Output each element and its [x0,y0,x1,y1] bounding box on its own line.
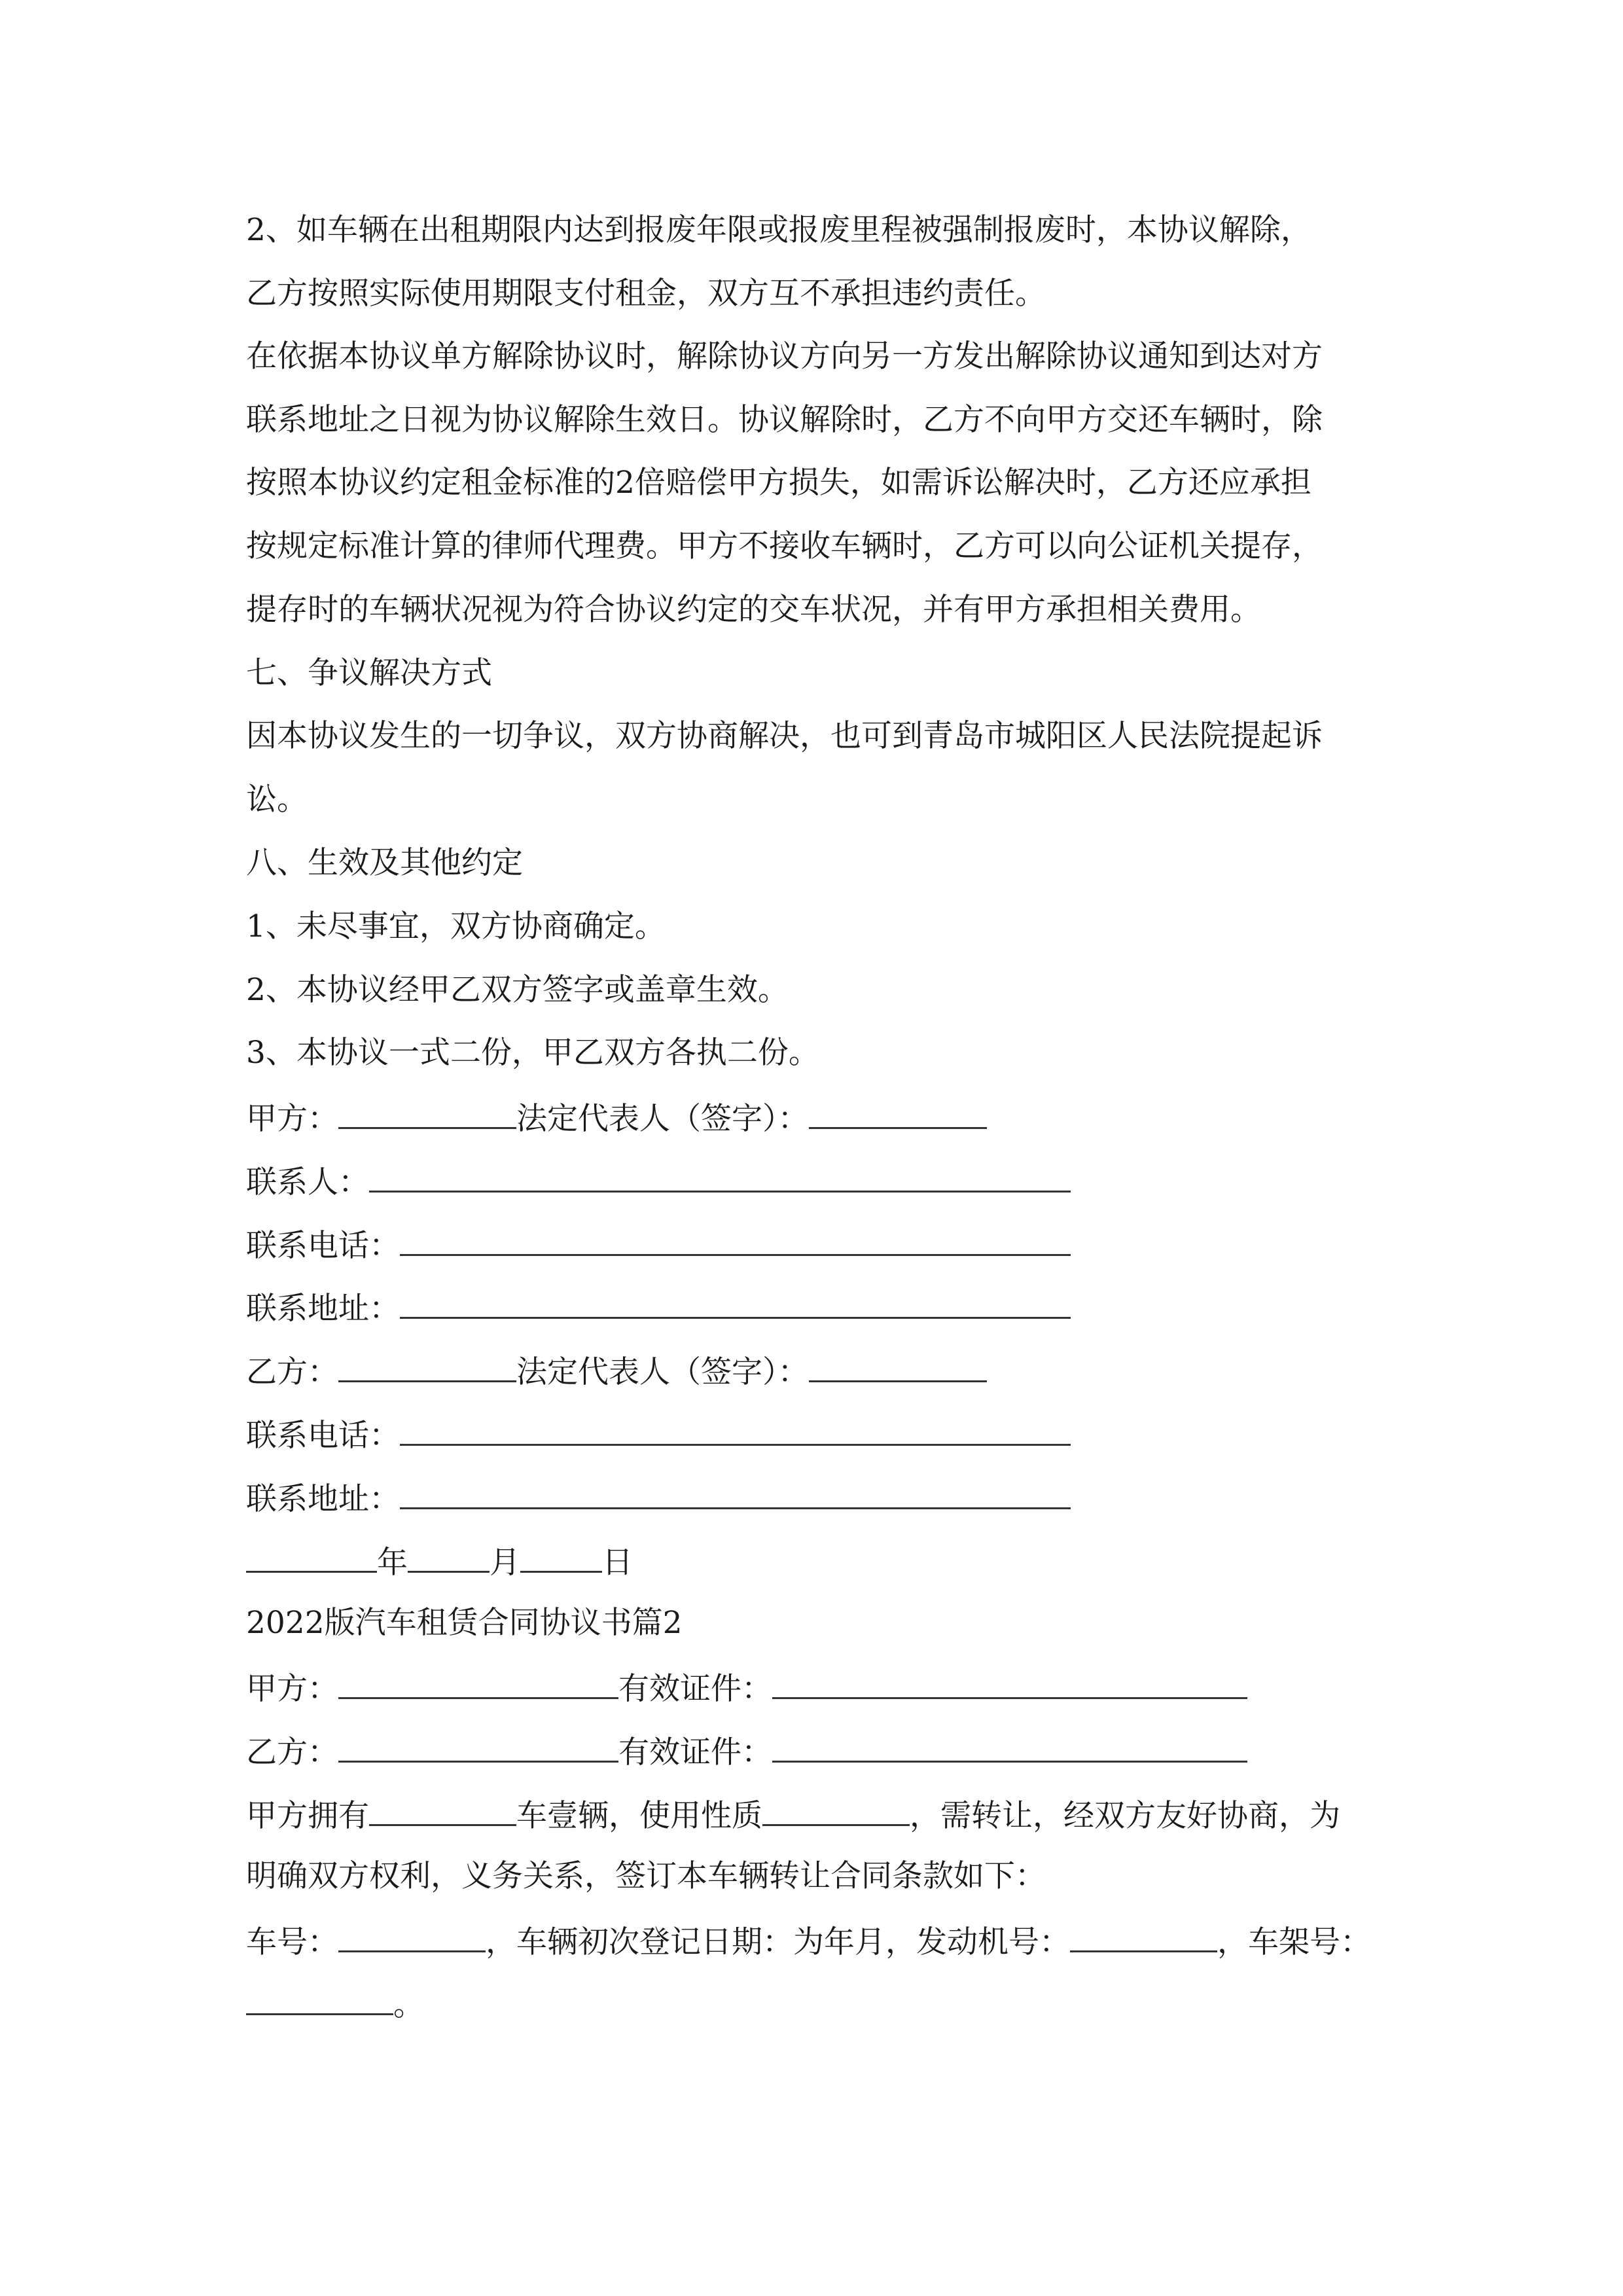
address-a-line [246,1287,1071,1329]
address-a-blank[interactable] [400,1287,1071,1319]
vin-line [246,1983,424,2025]
party-a-label: 甲方： [246,1101,338,1137]
paragraph-line: 联系地址之日视为协议解除生效日。协议解除时，乙方不向甲方交还车辆时，除 [246,402,1323,438]
phone-a-blank[interactable] [400,1224,1071,1256]
ownership-line [246,1794,1340,1836]
address-b-blank[interactable] [400,1477,1071,1509]
day-label: 日 [602,1545,633,1581]
vehicle-blank[interactable] [369,1794,516,1826]
month-blank[interactable] [408,1541,490,1573]
phone-b-label: 联系电话： [246,1418,400,1454]
party-a-blank[interactable] [338,1097,516,1129]
id-a2-blank[interactable] [772,1667,1247,1699]
year-label: 年 [377,1545,408,1581]
party-a2-label: 甲方： [246,1671,338,1707]
contact-person-blank[interactable] [369,1160,1071,1193]
usage-nature-blank[interactable] [762,1794,910,1826]
party-b2-line [246,1731,1247,1772]
paragraph-line: 1、未尽事宜，双方协商确定。 [246,908,666,944]
section-heading: 七、争议解决方式 [246,655,492,691]
id-b2-label: 有效证件： [618,1734,772,1770]
phone-a-line [246,1224,1071,1266]
vin-label: ，车架号： [1217,1924,1371,1960]
paragraph-line: 乙方按照实际使用期限支付租金，双方互不承担违约责任。 [246,276,1046,312]
paragraph-line: 按照本协议约定租金标准的2倍赔偿甲方损失，如需诉讼解决时，乙方还应承担 [246,465,1311,501]
registration-text: ，车辆初次登记日期：为年月，发动机号： [486,1924,1070,1960]
phone-a-label: 联系电话： [246,1228,400,1264]
car-info-line [246,1920,1371,1962]
paragraph-line: 明确双方权利，义务关系，签订本车辆转让合同条款如下： [246,1858,1046,1894]
day-blank[interactable] [520,1541,602,1573]
month-label: 月 [490,1545,520,1581]
party-b-blank[interactable] [338,1350,516,1382]
legal-rep-b-blank[interactable] [809,1350,987,1382]
phone-b-blank[interactable] [400,1414,1071,1446]
paragraph-line: 提存时的车辆状况视为符合协议约定的交车状况，并有甲方承担相关费用。 [246,592,1261,628]
period: 。 [393,1987,424,2023]
section-title: 2022版汽车租赁合同协议书篇2 [246,1605,683,1641]
contact-person-line [246,1160,1071,1202]
section-heading: 八、生效及其他约定 [246,845,523,881]
address-b-label: 联系地址： [246,1481,400,1517]
party-b-signature-line [246,1350,987,1392]
ownership-text: 车壹辆，使用性质 [516,1798,762,1834]
ownership-text: 甲方拥有 [246,1798,369,1834]
id-b2-blank[interactable] [772,1731,1247,1763]
party-a2-blank[interactable] [338,1667,618,1699]
paragraph-line: 按规定标准计算的律师代理费。甲方不接收车辆时，乙方可以向公证机关提存， [246,528,1323,564]
date-line [246,1541,633,1583]
plate-blank[interactable] [338,1920,486,1952]
plate-label: 车号： [246,1924,338,1960]
id-a2-label: 有效证件： [618,1671,772,1707]
paragraph-line: 在依据本协议单方解除协议时，解除协议方向另一方发出解除协议通知到达对方 [246,338,1323,374]
paragraph-line: 2、本协议经甲乙双方签字或盖章生效。 [246,972,789,1008]
party-a2-line [246,1667,1247,1709]
address-a-label: 联系地址： [246,1291,400,1327]
paragraph-line: 3、本协议一式二份，甲乙双方各执二份。 [246,1035,819,1071]
paragraph-line: 因本协议发生的一切争议，双方协商解决，也可到青岛市城阳区人民法院提起诉 [246,718,1323,754]
legal-rep-label: 法定代表人（签字）： [516,1354,809,1390]
party-b2-label: 乙方： [246,1734,338,1770]
legal-rep-label: 法定代表人（签字）： [516,1101,809,1137]
party-b-label: 乙方： [246,1354,338,1390]
ownership-text: ，需转让，经双方友好协商，为 [910,1798,1340,1834]
legal-rep-a-blank[interactable] [809,1097,987,1129]
party-b2-blank[interactable] [338,1731,618,1763]
party-a-signature-line [246,1097,987,1139]
address-b-line [246,1477,1071,1519]
year-blank[interactable] [246,1541,377,1573]
paragraph-line: 2、如车辆在出租期限内达到报废年限或报废里程被强制报废时，本协议解除， [246,212,1311,248]
paragraph-line: 讼。 [246,781,308,817]
vin-blank[interactable] [246,1983,393,2015]
phone-b-line [246,1414,1071,1456]
contact-person-label: 联系人： [246,1164,369,1200]
engine-number-blank[interactable] [1070,1920,1217,1952]
